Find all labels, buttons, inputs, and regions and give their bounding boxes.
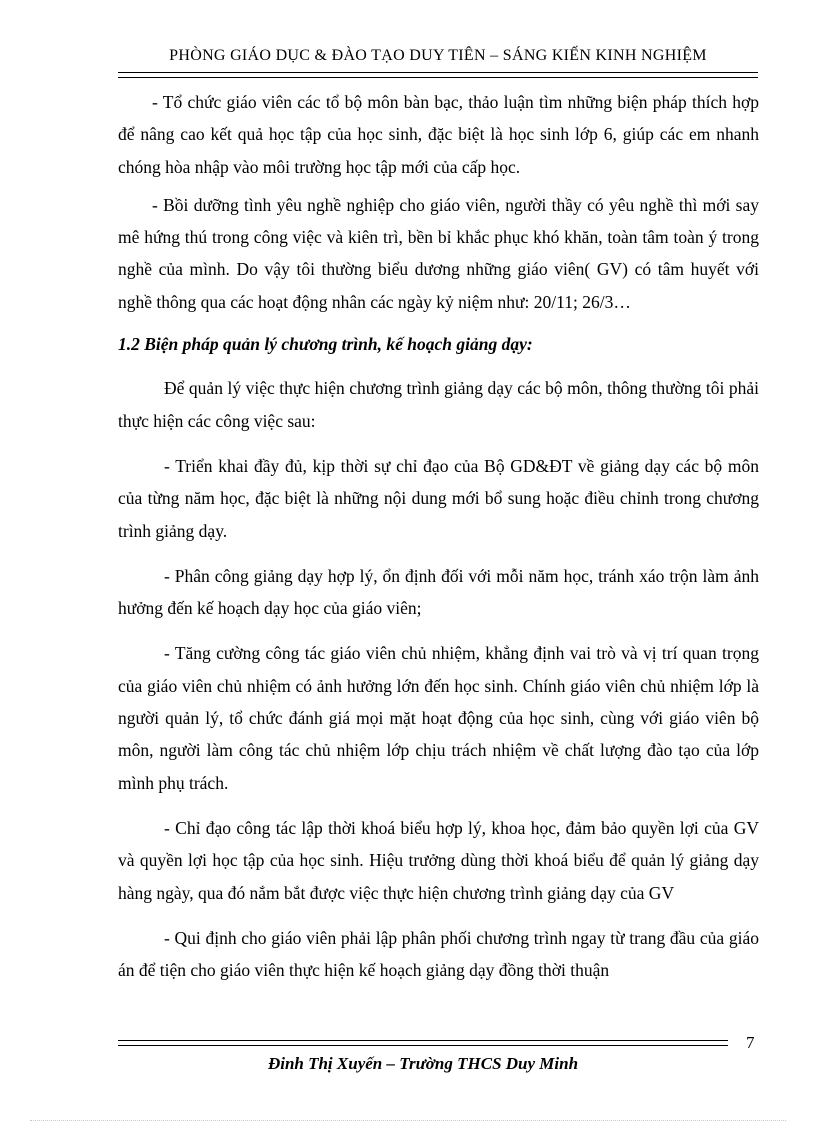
paragraph-4: - Triển khai đầy đủ, kịp thời sự chỉ đạo của Bộ GD&ĐT về giảng dạy các bộ môn của từng năm học, đặc biệt là những nội dung mới bổ sung hoặc điều chỉnh trong chương trình giảng dạy. [118,455,759,541]
paragraph-6: - Tăng cường công tác giáo viên chủ nhiệm, khẳng định vai trò và vị trí quan trọng của giáo viên chủ nhiệm có ảnh hưởng lớn đến học sinh. Chính giáo viên chủ nhiệm lớp là người quản lý, tổ chức đánh giá mọi mặt hoạt động của học sinh, cùng với giáo viên bộ môn, người làm công tác chủ nhiệm lớp chịu trách nhiệm về chất lượng đào tạo của lớp mình phụ trách. [118,643,759,793]
page-number: 7 [746,1033,755,1052]
page-header-title: PHÒNG GIÁO DỤC & ĐÀO TẠO DUY TIÊN – SÁNG KIẾN KINH NGHIỆM [169,47,707,64]
paragraph-5: - Phân công giảng dạy hợp lý, ổn định đối với mỗi năm học, tránh xáo trộn làm ảnh hưởng đến kế hoạch dạy học của giáo viên; [118,565,759,619]
footer-divider [118,1040,728,1046]
page-edge-divider [30,1120,786,1121]
paragraph-3: Để quản lý việc thực hiện chương trình giảng dạy các bộ môn, thông thường tôi phải thực hiện các công việc sau: [118,378,759,431]
paragraph-8: - Qui định cho giáo viên phải lập phân phối chương trình ngay từ trang đầu của giáo án để tiện cho giáo viên thực hiện kế hoạch giảng dạy đồng thời thuận [118,927,759,981]
page-body [118,86,759,986]
section-heading: 1.2 Biện pháp quản lý chương trình, kế hoạch giảng dạy: [118,334,533,355]
footer-author: Đinh Thị Xuyến – Trường THCS Duy Minh [267,1054,579,1073]
paragraph-7: - Chỉ đạo công tác lập thời khoá biểu hợp lý, khoa học, đảm bảo quyền lợi của GV và quyền lợi học tập của học sinh. Hiệu trưởng dùng thời khoá biểu để quản lý giảng dạy hàng ngày, qua đó nắm bắt được việc thực hiện chương trình giảng dạy của GV [118,817,759,903]
paragraph-1: - Tổ chức giáo viên các tổ bộ môn bàn bạc, thảo luận tìm những biện pháp thích hợp để nâng cao kết quả học tập của học sinh, đặc biệt là học sinh lớp 6, giúp các em nhanh chóng hòa nhập vào môi trường học tập mới của cấp học. [118,92,759,177]
paragraph-2: - Bồi dưỡng tình yêu nghề nghiệp cho giáo viên, người thầy có yêu nghề thì mới say mê hứng thú trong công việc và kiên trì, bền bỉ khắc phục khó khăn, toàn tâm toàn ý trong nghề của mình. Do vậy tôi thường biểu dương những giáo viên( GV) có tâm huyết với nghề thông qua các hoạt động nhân các ngày kỷ niệm như: 20/11; 26/3… [118,194,759,312]
header-divider [118,72,758,78]
